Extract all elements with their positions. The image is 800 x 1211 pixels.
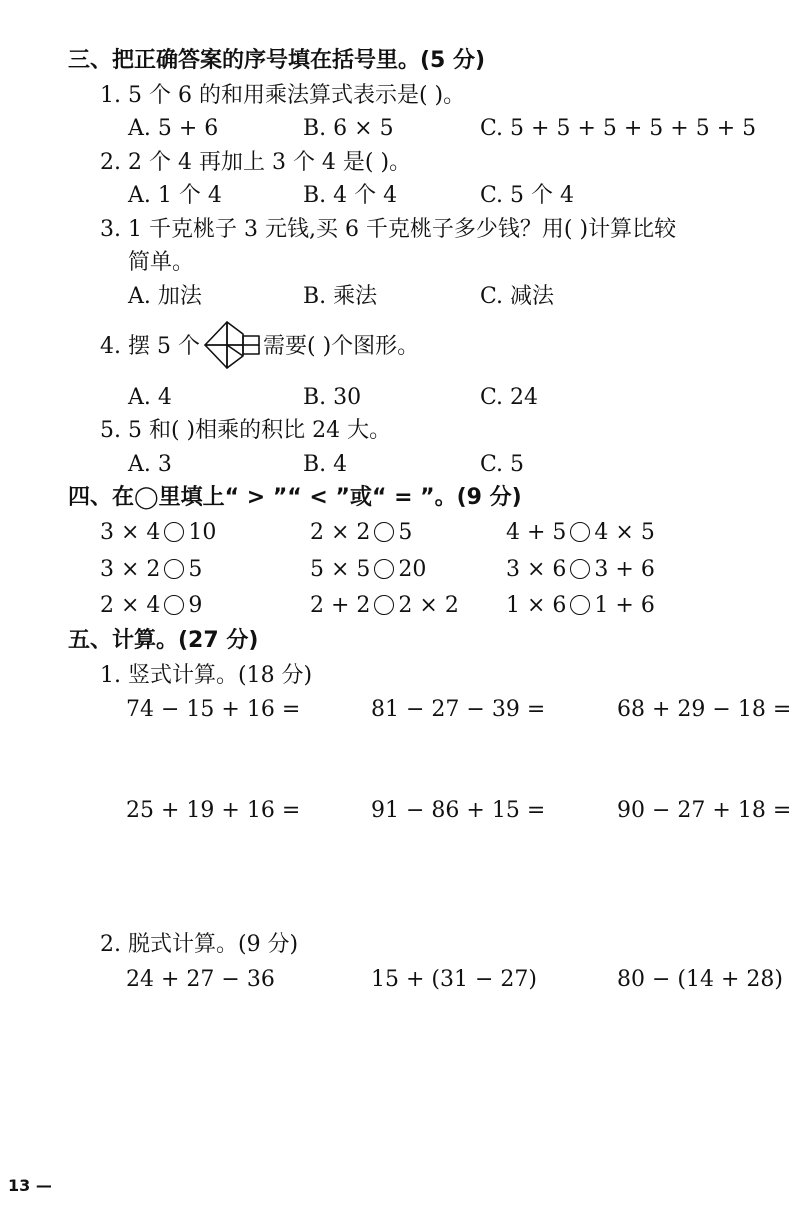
q5-option-c: C. 5 [480, 452, 525, 477]
answer-circle[interactable] [164, 595, 184, 615]
answer-circle[interactable] [570, 559, 590, 579]
q2-option-c: C. 5 个 4 [480, 183, 575, 208]
answer-circle[interactable] [164, 522, 184, 542]
answer-circle[interactable] [164, 559, 184, 579]
compare-item: 2 + 2 2 × 2 [310, 593, 459, 618]
calc-problem: 91 − 86 + 15 = [371, 798, 546, 823]
q2-stem: 2. 2 个 4 再加上 3 个 4 是( )。 [100, 150, 412, 175]
q3-option-a: A. 加法 [128, 284, 202, 309]
calc-problem: 81 − 27 − 39 = [371, 697, 546, 722]
q4-stem-post: 需要( )个图形。 [263, 334, 420, 359]
compare-item: 3 × 6 3 + 6 [506, 557, 655, 582]
compare-item: 3 × 4 10 [100, 520, 217, 545]
calc-problem: 68 + 29 − 18 = [617, 697, 792, 722]
q4-stem-pre: 4. 摆 5 个 [100, 334, 200, 359]
calc-problem: 25 + 19 + 16 = [126, 798, 301, 823]
calc-problem: 15 + (31 − 27) [371, 967, 537, 992]
q2-option-a: A. 1 个 4 [128, 183, 222, 208]
page-number: 13 — [8, 1176, 52, 1195]
calc-problem: 90 − 27 + 18 = [617, 798, 792, 823]
q1-option-b: B. 6 × 5 [303, 116, 394, 141]
q1-option-c: C. 5 + 5 + 5 + 5 + 5 + 5 [480, 116, 757, 141]
calc-problem: 24 + 27 − 36 [126, 967, 275, 992]
answer-circle[interactable] [374, 522, 394, 542]
q3-option-b: B. 乘法 [303, 284, 378, 309]
q5-option-a: A. 3 [128, 452, 172, 477]
answer-circle[interactable] [570, 522, 590, 542]
compare-item: 2 × 2 5 [310, 520, 413, 545]
tangram-icon [203, 320, 261, 370]
compare-item: 3 × 2 5 [100, 557, 203, 582]
calc-problem: 80 − (14 + 28) [617, 967, 783, 992]
q2-option-b: B. 4 个 4 [303, 183, 398, 208]
calc-problem: 74 − 15 + 16 = [126, 697, 301, 722]
compare-item: 5 × 5 20 [310, 557, 427, 582]
stepwise-calc-title: 2. 脱式计算。(9 分) [100, 932, 299, 957]
q1-option-a: A. 5 + 6 [128, 116, 219, 141]
compare-item: 1 × 6 1 + 6 [506, 593, 655, 618]
answer-circle[interactable] [374, 595, 394, 615]
answer-circle[interactable] [374, 559, 394, 579]
q5-stem: 5. 5 和( )相乘的积比 24 大。 [100, 418, 392, 443]
q4-option-c: C. 24 [480, 385, 539, 410]
q3-stem: 3. 1 千克桃子 3 元钱,买 6 千克桃子多少钱？用( )计算比较 [100, 217, 677, 242]
vertical-calc-title: 1. 竖式计算。(18 分) [100, 663, 313, 688]
compare-item: 2 × 4 9 [100, 593, 203, 618]
section-5-title: 五、计算。(27 分) [68, 628, 259, 653]
q3-stem-cont: 简单。 [128, 250, 195, 275]
q4-option-b: B. 30 [303, 385, 362, 410]
compare-item: 4 + 5 4 × 5 [506, 520, 655, 545]
section-3-title: 三、把正确答案的序号填在括号里。(5 分) [68, 48, 486, 73]
q5-option-b: B. 4 [303, 452, 348, 477]
section-4-title: 四、在◯里填上“ > ”“ < ”或“ = ”。(9 分) [68, 485, 522, 510]
q1-stem: 1. 5 个 6 的和用乘法算式表示是( )。 [100, 83, 466, 108]
q4-option-a: A. 4 [128, 385, 172, 410]
q3-option-c: C. 减法 [480, 284, 555, 309]
answer-circle[interactable] [570, 595, 590, 615]
